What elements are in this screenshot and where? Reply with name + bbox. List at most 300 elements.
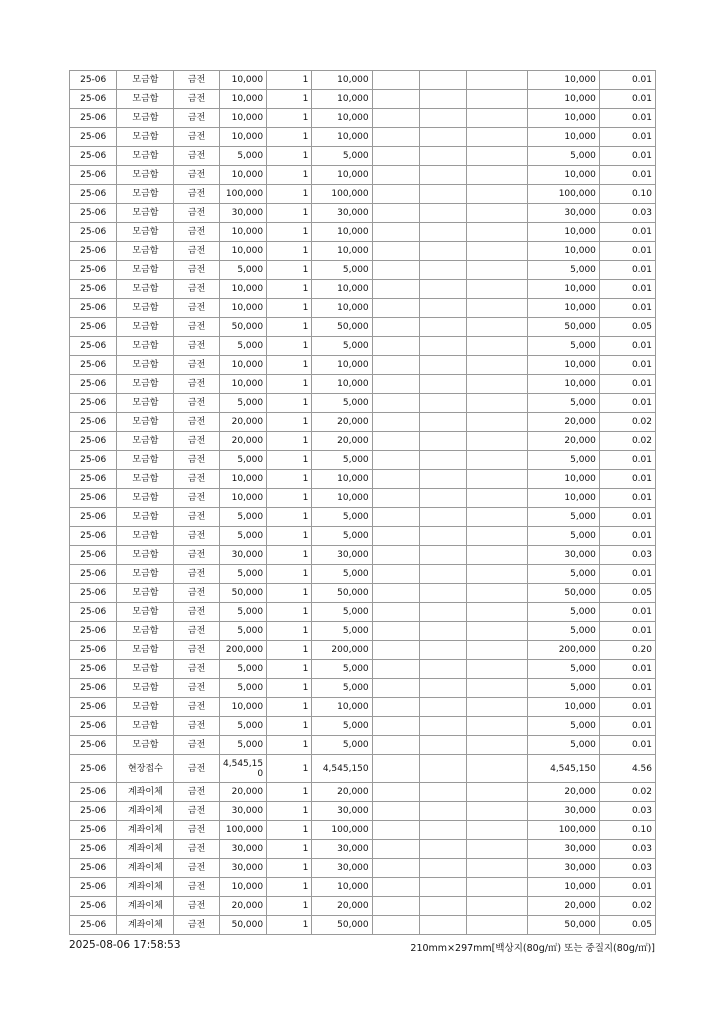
cell-month: 25-06 — [70, 755, 117, 783]
cell-quantity: 1 — [267, 128, 312, 147]
cell-source: 모금함 — [117, 641, 174, 660]
cell-unit-amount: 20,000 — [219, 897, 266, 916]
cell-blank-2 — [420, 318, 467, 337]
cell-month: 25-06 — [70, 261, 117, 280]
cell-month: 25-06 — [70, 147, 117, 166]
cell-month: 25-06 — [70, 166, 117, 185]
cell-total: 50,000 — [527, 318, 599, 337]
cell-amount: 20,000 — [312, 783, 372, 802]
cell-ratio: 0.10 — [599, 185, 655, 204]
cell-ratio: 0.01 — [599, 223, 655, 242]
cell-ratio: 0.01 — [599, 375, 655, 394]
cell-blank-1 — [372, 565, 419, 584]
cell-quantity: 1 — [267, 603, 312, 622]
cell-ratio: 0.03 — [599, 859, 655, 878]
cell-quantity: 1 — [267, 897, 312, 916]
table-row — [70, 897, 656, 916]
cell-blank-2 — [420, 641, 467, 660]
cell-source: 모금함 — [117, 413, 174, 432]
cell-source: 계좌이체 — [117, 840, 174, 859]
cell-amount: 5,000 — [312, 660, 372, 679]
cell-total: 10,000 — [527, 489, 599, 508]
cell-blank-1 — [372, 356, 419, 375]
table-row — [70, 783, 656, 802]
cell-unit-amount: 10,000 — [219, 166, 266, 185]
table-row — [70, 527, 656, 546]
cell-unit-amount: 5,000 — [219, 508, 266, 527]
cell-blank-3 — [467, 223, 527, 242]
cell-total: 100,000 — [527, 821, 599, 840]
cell-blank-2 — [420, 128, 467, 147]
cell-unit-amount: 100,000 — [219, 821, 266, 840]
table-row — [70, 840, 656, 859]
cell-source: 계좌이체 — [117, 821, 174, 840]
cell-quantity: 1 — [267, 242, 312, 261]
cell-ratio: 0.01 — [599, 90, 655, 109]
cell-blank-1 — [372, 185, 419, 204]
cell-total: 10,000 — [527, 356, 599, 375]
cell-ratio: 0.01 — [599, 451, 655, 470]
cell-blank-2 — [420, 90, 467, 109]
table-row — [70, 821, 656, 840]
cell-type: 금전 — [174, 717, 219, 736]
cell-ratio: 0.03 — [599, 204, 655, 223]
cell-unit-amount: 4,545,150 — [219, 755, 266, 783]
cell-blank-2 — [420, 840, 467, 859]
cell-type: 금전 — [174, 641, 219, 660]
cell-unit-amount: 5,000 — [219, 451, 266, 470]
cell-blank-2 — [420, 527, 467, 546]
cell-quantity: 1 — [267, 71, 312, 90]
cell-type: 금전 — [174, 859, 219, 878]
cell-ratio: 0.01 — [599, 660, 655, 679]
cell-month: 25-06 — [70, 736, 117, 755]
cell-type: 금전 — [174, 375, 219, 394]
cell-ratio: 0.02 — [599, 783, 655, 802]
cell-month: 25-06 — [70, 489, 117, 508]
cell-source: 계좌이체 — [117, 783, 174, 802]
cell-blank-2 — [420, 261, 467, 280]
cell-source: 모금함 — [117, 546, 174, 565]
cell-month: 25-06 — [70, 470, 117, 489]
cell-amount: 10,000 — [312, 242, 372, 261]
cell-unit-amount: 10,000 — [219, 71, 266, 90]
cell-month: 25-06 — [70, 622, 117, 641]
cell-ratio: 0.05 — [599, 584, 655, 603]
cell-total: 5,000 — [527, 622, 599, 641]
cell-blank-3 — [467, 622, 527, 641]
cell-blank-1 — [372, 147, 419, 166]
cell-ratio: 0.01 — [599, 565, 655, 584]
table-row — [70, 603, 656, 622]
cell-ratio: 0.01 — [599, 470, 655, 489]
cell-amount: 30,000 — [312, 546, 372, 565]
cell-amount: 10,000 — [312, 375, 372, 394]
cell-quantity: 1 — [267, 641, 312, 660]
cell-total: 5,000 — [527, 261, 599, 280]
cell-total: 10,000 — [527, 299, 599, 318]
cell-blank-3 — [467, 147, 527, 166]
cell-amount: 5,000 — [312, 527, 372, 546]
cell-total: 5,000 — [527, 337, 599, 356]
cell-source: 모금함 — [117, 109, 174, 128]
cell-unit-amount: 30,000 — [219, 859, 266, 878]
cell-ratio: 0.03 — [599, 840, 655, 859]
cell-month: 25-06 — [70, 299, 117, 318]
table-row — [70, 660, 656, 679]
cell-total: 5,000 — [527, 527, 599, 546]
cell-blank-2 — [420, 204, 467, 223]
cell-blank-1 — [372, 878, 419, 897]
cell-unit-amount: 5,000 — [219, 660, 266, 679]
cell-blank-2 — [420, 622, 467, 641]
cell-amount: 10,000 — [312, 71, 372, 90]
cell-blank-3 — [467, 717, 527, 736]
cell-blank-1 — [372, 109, 419, 128]
cell-source: 모금함 — [117, 242, 174, 261]
cell-type: 금전 — [174, 90, 219, 109]
cell-quantity: 1 — [267, 622, 312, 641]
cell-unit-amount: 30,000 — [219, 204, 266, 223]
table-row — [70, 109, 656, 128]
cell-type: 금전 — [174, 470, 219, 489]
cell-unit-amount: 20,000 — [219, 783, 266, 802]
cell-month: 25-06 — [70, 242, 117, 261]
cell-amount: 5,000 — [312, 736, 372, 755]
cell-source: 모금함 — [117, 71, 174, 90]
cell-quantity: 1 — [267, 821, 312, 840]
cell-quantity: 1 — [267, 916, 312, 935]
cell-amount: 200,000 — [312, 641, 372, 660]
cell-ratio: 0.01 — [599, 166, 655, 185]
cell-blank-2 — [420, 802, 467, 821]
cell-month: 25-06 — [70, 916, 117, 935]
cell-unit-amount: 10,000 — [219, 90, 266, 109]
cell-type: 금전 — [174, 166, 219, 185]
cell-source: 모금함 — [117, 128, 174, 147]
cell-blank-1 — [372, 736, 419, 755]
cell-ratio: 0.10 — [599, 821, 655, 840]
cell-ratio: 0.01 — [599, 878, 655, 897]
cell-type: 금전 — [174, 299, 219, 318]
cell-month: 25-06 — [70, 337, 117, 356]
cell-amount: 100,000 — [312, 185, 372, 204]
cell-source: 모금함 — [117, 185, 174, 204]
cell-unit-amount: 10,000 — [219, 878, 266, 897]
cell-type: 금전 — [174, 679, 219, 698]
cell-total: 100,000 — [527, 185, 599, 204]
table-row — [70, 736, 656, 755]
cell-blank-1 — [372, 717, 419, 736]
cell-type: 금전 — [174, 802, 219, 821]
cell-ratio: 0.01 — [599, 242, 655, 261]
cell-type: 금전 — [174, 698, 219, 717]
cell-blank-3 — [467, 565, 527, 584]
cell-quantity: 1 — [267, 783, 312, 802]
cell-blank-3 — [467, 470, 527, 489]
cell-blank-3 — [467, 109, 527, 128]
cell-blank-1 — [372, 755, 419, 783]
cell-blank-3 — [467, 840, 527, 859]
cell-blank-1 — [372, 698, 419, 717]
table-row — [70, 859, 656, 878]
cell-blank-1 — [372, 508, 419, 527]
cell-unit-amount: 10,000 — [219, 356, 266, 375]
cell-ratio: 0.01 — [599, 299, 655, 318]
cell-ratio: 0.03 — [599, 546, 655, 565]
cell-amount: 10,000 — [312, 356, 372, 375]
cell-unit-amount: 10,000 — [219, 489, 266, 508]
cell-total: 30,000 — [527, 840, 599, 859]
cell-ratio: 0.01 — [599, 489, 655, 508]
cell-unit-amount: 5,000 — [219, 603, 266, 622]
cell-ratio: 0.01 — [599, 280, 655, 299]
cell-source: 모금함 — [117, 261, 174, 280]
table-row — [70, 717, 656, 736]
cell-blank-2 — [420, 878, 467, 897]
cell-source: 계좌이체 — [117, 802, 174, 821]
cell-source: 모금함 — [117, 394, 174, 413]
cell-type: 금전 — [174, 261, 219, 280]
cell-ratio: 0.01 — [599, 147, 655, 166]
cell-quantity: 1 — [267, 185, 312, 204]
cell-blank-3 — [467, 916, 527, 935]
table-row — [70, 546, 656, 565]
table-row — [70, 166, 656, 185]
cell-type: 금전 — [174, 318, 219, 337]
cell-blank-1 — [372, 223, 419, 242]
cell-quantity: 1 — [267, 90, 312, 109]
cell-blank-3 — [467, 859, 527, 878]
cell-blank-2 — [420, 859, 467, 878]
table-row — [70, 878, 656, 897]
cell-month: 25-06 — [70, 71, 117, 90]
cell-quantity: 1 — [267, 432, 312, 451]
cell-amount: 5,000 — [312, 337, 372, 356]
cell-blank-3 — [467, 679, 527, 698]
cell-quantity: 1 — [267, 299, 312, 318]
cell-total: 200,000 — [527, 641, 599, 660]
cell-month: 25-06 — [70, 584, 117, 603]
cell-source: 모금함 — [117, 470, 174, 489]
cell-blank-3 — [467, 204, 527, 223]
table-row — [70, 641, 656, 660]
cell-ratio: 0.02 — [599, 432, 655, 451]
cell-blank-2 — [420, 584, 467, 603]
cell-blank-1 — [372, 546, 419, 565]
cell-blank-1 — [372, 128, 419, 147]
cell-blank-1 — [372, 90, 419, 109]
cell-ratio: 0.01 — [599, 109, 655, 128]
cell-blank-2 — [420, 698, 467, 717]
cell-type: 금전 — [174, 223, 219, 242]
cell-quantity: 1 — [267, 166, 312, 185]
cell-total: 10,000 — [527, 470, 599, 489]
cell-month: 25-06 — [70, 840, 117, 859]
paper-spec: 210mm×297mm[백상지(80g/㎡) 또는 중질지(80g/㎡)] — [410, 943, 655, 954]
cell-type: 금전 — [174, 916, 219, 935]
cell-blank-1 — [372, 166, 419, 185]
cell-quantity: 1 — [267, 859, 312, 878]
table-row — [70, 299, 656, 318]
cell-blank-1 — [372, 859, 419, 878]
cell-amount: 5,000 — [312, 261, 372, 280]
cell-source: 계좌이체 — [117, 916, 174, 935]
cell-blank-2 — [420, 489, 467, 508]
cell-source: 모금함 — [117, 166, 174, 185]
cell-quantity: 1 — [267, 565, 312, 584]
table-row — [70, 432, 656, 451]
cell-quantity: 1 — [267, 679, 312, 698]
cell-total: 10,000 — [527, 128, 599, 147]
cell-amount: 5,000 — [312, 565, 372, 584]
cell-blank-3 — [467, 584, 527, 603]
table-row — [70, 679, 656, 698]
cell-amount: 100,000 — [312, 821, 372, 840]
cell-total: 50,000 — [527, 584, 599, 603]
cell-source: 모금함 — [117, 432, 174, 451]
cell-type: 금전 — [174, 489, 219, 508]
cell-source: 모금함 — [117, 223, 174, 242]
cell-blank-2 — [420, 185, 467, 204]
cell-amount: 10,000 — [312, 90, 372, 109]
cell-amount: 10,000 — [312, 489, 372, 508]
cell-ratio: 0.01 — [599, 508, 655, 527]
cell-source: 모금함 — [117, 565, 174, 584]
cell-amount: 20,000 — [312, 413, 372, 432]
cell-amount: 10,000 — [312, 128, 372, 147]
cell-blank-1 — [372, 242, 419, 261]
cell-total: 10,000 — [527, 166, 599, 185]
cell-month: 25-06 — [70, 698, 117, 717]
cell-total: 10,000 — [527, 223, 599, 242]
cell-type: 금전 — [174, 394, 219, 413]
cell-month: 25-06 — [70, 508, 117, 527]
cell-blank-2 — [420, 71, 467, 90]
cell-blank-3 — [467, 90, 527, 109]
cell-blank-1 — [372, 584, 419, 603]
table-row — [70, 280, 656, 299]
table-row — [70, 337, 656, 356]
cell-month: 25-06 — [70, 527, 117, 546]
cell-blank-2 — [420, 897, 467, 916]
cell-amount: 20,000 — [312, 432, 372, 451]
cell-total: 5,000 — [527, 736, 599, 755]
cell-amount: 5,000 — [312, 451, 372, 470]
cell-unit-amount: 20,000 — [219, 432, 266, 451]
cell-month: 25-06 — [70, 394, 117, 413]
cell-month: 25-06 — [70, 802, 117, 821]
cell-unit-amount: 50,000 — [219, 916, 266, 935]
cell-blank-2 — [420, 280, 467, 299]
cell-unit-amount: 50,000 — [219, 318, 266, 337]
cell-source: 모금함 — [117, 489, 174, 508]
table-row — [70, 622, 656, 641]
cell-source: 현장접수 — [117, 755, 174, 783]
cell-blank-2 — [420, 755, 467, 783]
cell-total: 5,000 — [527, 660, 599, 679]
cell-month: 25-06 — [70, 90, 117, 109]
cell-unit-amount: 5,000 — [219, 261, 266, 280]
cell-amount: 10,000 — [312, 109, 372, 128]
cell-unit-amount: 5,000 — [219, 679, 266, 698]
table-row — [70, 394, 656, 413]
cell-blank-3 — [467, 736, 527, 755]
cell-blank-3 — [467, 185, 527, 204]
cell-month: 25-06 — [70, 109, 117, 128]
cell-blank-1 — [372, 783, 419, 802]
cell-source: 모금함 — [117, 356, 174, 375]
cell-quantity: 1 — [267, 527, 312, 546]
cell-blank-2 — [420, 565, 467, 584]
cell-type: 금전 — [174, 527, 219, 546]
cell-blank-1 — [372, 489, 419, 508]
cell-unit-amount: 5,000 — [219, 394, 266, 413]
cell-blank-3 — [467, 641, 527, 660]
cell-ratio: 0.01 — [599, 679, 655, 698]
cell-blank-3 — [467, 337, 527, 356]
cell-blank-3 — [467, 128, 527, 147]
cell-blank-2 — [420, 413, 467, 432]
cell-type: 금전 — [174, 622, 219, 641]
cell-amount: 10,000 — [312, 698, 372, 717]
cell-quantity: 1 — [267, 717, 312, 736]
cell-unit-amount: 30,000 — [219, 546, 266, 565]
ledger-body — [70, 71, 656, 935]
cell-total: 10,000 — [527, 109, 599, 128]
cell-blank-1 — [372, 603, 419, 622]
cell-type: 금전 — [174, 242, 219, 261]
cell-month: 25-06 — [70, 185, 117, 204]
cell-unit-amount: 10,000 — [219, 109, 266, 128]
cell-blank-1 — [372, 679, 419, 698]
cell-ratio: 0.20 — [599, 641, 655, 660]
cell-total: 20,000 — [527, 413, 599, 432]
cell-blank-3 — [467, 356, 527, 375]
cell-type: 금전 — [174, 878, 219, 897]
table-row — [70, 128, 656, 147]
cell-blank-1 — [372, 840, 419, 859]
table-row — [70, 147, 656, 166]
cell-source: 모금함 — [117, 508, 174, 527]
cell-blank-1 — [372, 641, 419, 660]
cell-source: 계좌이체 — [117, 897, 174, 916]
cell-month: 25-06 — [70, 878, 117, 897]
cell-blank-2 — [420, 166, 467, 185]
cell-blank-1 — [372, 71, 419, 90]
cell-source: 모금함 — [117, 584, 174, 603]
cell-blank-1 — [372, 470, 419, 489]
cell-source: 모금함 — [117, 679, 174, 698]
cell-source: 모금함 — [117, 337, 174, 356]
cell-blank-3 — [467, 318, 527, 337]
cell-quantity: 1 — [267, 660, 312, 679]
cell-ratio: 0.01 — [599, 603, 655, 622]
cell-month: 25-06 — [70, 641, 117, 660]
cell-blank-1 — [372, 337, 419, 356]
cell-blank-2 — [420, 783, 467, 802]
table-row — [70, 565, 656, 584]
cell-blank-1 — [372, 527, 419, 546]
cell-ratio: 0.02 — [599, 897, 655, 916]
table-row — [70, 242, 656, 261]
cell-unit-amount: 30,000 — [219, 802, 266, 821]
cell-quantity: 1 — [267, 698, 312, 717]
cell-amount: 10,000 — [312, 878, 372, 897]
cell-total: 5,000 — [527, 394, 599, 413]
cell-blank-1 — [372, 299, 419, 318]
cell-blank-3 — [467, 394, 527, 413]
